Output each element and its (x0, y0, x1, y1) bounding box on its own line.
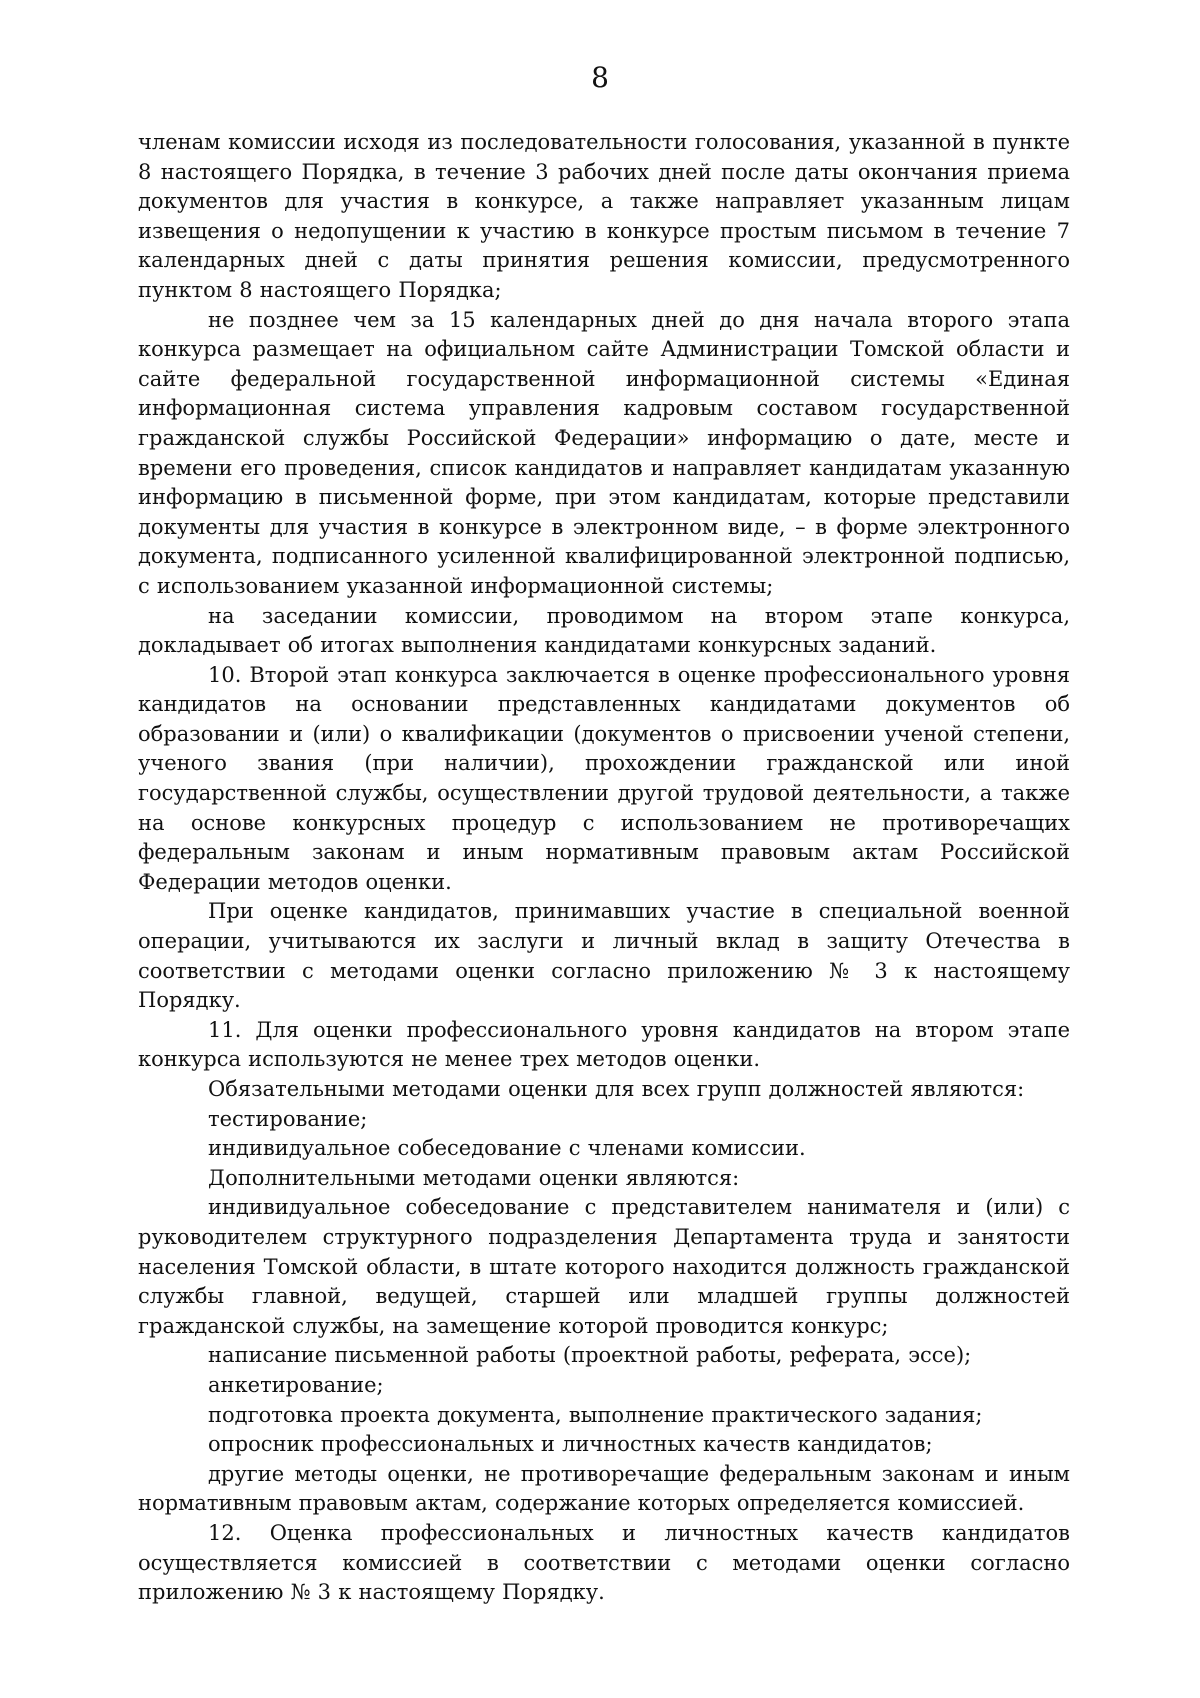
page-number: 8 (591, 61, 609, 94)
list-item-interview-commission: индивидуальное собеседование с членами комиссии. (208, 1136, 806, 1161)
list-item-written-work: написание письменной работы (проектной работы, реферата, эссе); (208, 1343, 972, 1368)
paragraph-mandatory-methods: Обязательными методами оценки для всех групп должностей являются: (208, 1077, 1025, 1101)
list-item-interview-employer: индивидуальное собеседование с представителем нанимателя и (или) с руководителем структурного подразделения Департамента труда и занятости населения Томской области, в штате которого находится должность гражданской службы главной, ведущей, старшей или младшей группы должностей гражданской службы, на замещение которой проводится конкурс; (138, 1195, 1070, 1338)
paragraph-item-10: 10. Второй этап конкурса заключается в оценке профессионального уровня кандидатов на основании представленных кандидатами документов об образовании и (или) о квалификации (документов о присвоении ученой степени, ученого звания (при наличии), прохождении гражданской или иной государственной службы, осуществлении другой трудовой деятельности, а также на основе конкурсных процедур с использованием не противоречащих федеральным законам и иным нормативным правовым актам Российской Федерации методов оценки. (138, 662, 1070, 894)
paragraph-item-12: 12. Оценка профессиональных и личностных качеств кандидатов осуществляется комиссией в соответствии с методами оценки согласно приложению № 3 к настоящему Порядку. (138, 1520, 1070, 1605)
paragraph-continuation: членам комиссии исходя из последовательности голосования, указанной в пункте 8 настоящего Порядка, в течение 3 рабочих дней после даты окончания приема документов для участия в конкурсе, а также направляет указанным лицам извещения о недопущении к участию в конкурсе простым письмом в течение 7 календарных дней с даты принятия решения комиссии, предусмотренного пунктом 8 настоящего Порядка; (138, 130, 1070, 302)
paragraph-report-results: на заседании комиссии, проводимом на втором этапе конкурса, докладывает об итогах выполнения кандидатами конкурсных заданий. (138, 603, 1070, 658)
list-item-other-methods: другие методы оценки, не противоречащие федеральным законам и иным нормативным правовым актам, содержание которых определяется комиссией. (138, 1461, 1070, 1516)
paragraph-item-11: 11. Для оценки профессионального уровня кандидатов на втором этапе конкурса используются не менее трех методов оценки. (138, 1017, 1070, 1072)
list-item-questionnaire: анкетирование; (208, 1372, 384, 1397)
list-item-practical-task: подготовка проекта документа, выполнение практического задания; (208, 1402, 983, 1427)
paragraph-additional-methods: Дополнительными методами оценки являются: (208, 1165, 740, 1190)
list-item-testing: тестирование; (208, 1106, 368, 1131)
document-body (138, 128, 1070, 1608)
paragraph-publication-notice: не позднее чем за 15 календарных дней до дня начала второго этапа конкурса размещает на официальном сайте Администрации Томской области и сайте федеральной государственной информационной системы «Единая информационная система управления кадровым составом государственной гражданской службы Российской Федерации» информацию о дате, месте и времени его проведения, список кандидатов и направляет кандидатам указанную информацию в письменной форме, при этом кандидатам, которые представили документы для участия в конкурсе в электронном виде, – в форме электронного документа, подписанного усиленной квалифицированной электронной подписью, с использованием указанной информационной системы; (138, 307, 1070, 598)
list-item-qualities-survey: опросник профессиональных и личностных качеств кандидатов; (208, 1432, 933, 1457)
paragraph-military-operation: При оценке кандидатов, принимавших участие в специальной военной операции, учитываются их заслуги и личный вклад в защиту Отечества в соответствии с методами оценки согласно приложению № 3 к настоящему Порядку. (138, 899, 1070, 1013)
